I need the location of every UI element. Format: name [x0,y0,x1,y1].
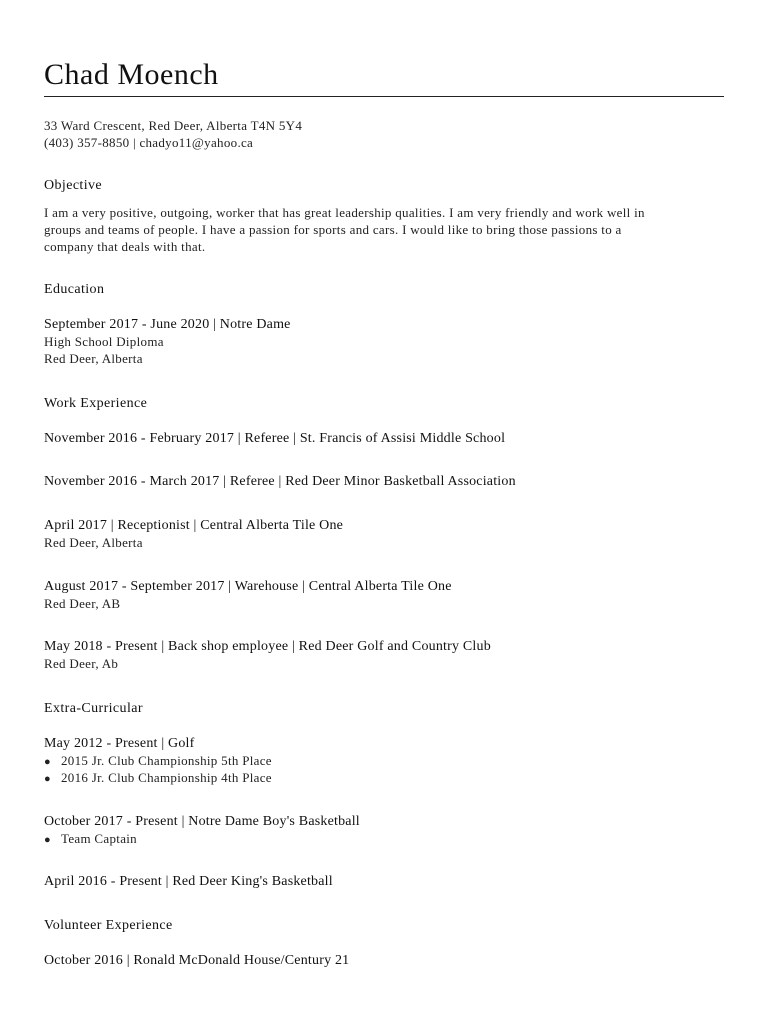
list-item [44,753,272,769]
bullet-icon: ● [44,834,51,846]
work-heading: Work Experience [44,396,148,411]
objective-heading: Objective [44,178,103,193]
objective-line: I am a very positive, outgoing, worker that has great leadership qualities. I am very friendly and work well in [44,205,645,220]
contact-phone-email: (403) 357-8850 | chadyo11@yahoo.ca [44,135,254,150]
education-heading: Education [44,282,105,297]
work-entry-location: Red Deer, Ab [44,656,119,671]
work-entry-title: May 2018 - Present | Back shop employee | Red Deer Golf and Country Club [44,639,491,654]
extracurricular-entry-title: May 2012 - Present | Golf [44,736,195,751]
list-item [44,770,272,786]
volunteer-entry-title: October 2016 | Ronald McDonald House/Century 21 [44,953,350,968]
extracurricular-entry-title: April 2016 - Present | Red Deer King's Basketball [44,874,333,889]
work-entry-title: August 2017 - September 2017 | Warehouse | Central Alberta Tile One [44,579,452,594]
work-entry-location: Red Deer, Alberta [44,535,143,550]
bullet-icon: ● [44,773,51,785]
volunteer-heading: Volunteer Experience [44,918,173,933]
work-entry-title: November 2016 - February 2017 | Referee | St. Francis of Assisi Middle School [44,431,506,446]
header-divider [44,96,724,97]
education-entry-title: September 2017 - June 2020 | Notre Dame [44,317,291,332]
bullet-icon: ● [44,756,51,768]
work-entry-title: November 2016 - March 2017 | Referee | Red Deer Minor Basketball Association [44,474,516,489]
list-item-text: 2015 Jr. Club Championship 5th Place [61,753,272,768]
list-item-text: 2016 Jr. Club Championship 4th Place [61,770,272,785]
list-item [44,831,137,847]
objective-line: groups and teams of people. I have a passion for sports and cars. I would like to bring those passions to a [44,222,622,237]
education-entry-detail: Red Deer, Alberta [44,351,143,366]
candidate-name: Chad Moench [44,58,219,91]
objective-line: company that deals with that. [44,239,206,254]
work-entry-title: April 2017 | Receptionist | Central Alberta Tile One [44,518,344,533]
contact-address: 33 Ward Crescent, Red Deer, Alberta T4N 5Y4 [44,118,303,133]
list-item-text: Team Captain [61,831,137,846]
education-entry-detail: High School Diploma [44,334,164,349]
extracurricular-heading: Extra-Curricular [44,701,143,716]
extracurricular-entry-title: October 2017 - Present | Notre Dame Boy's Basketball [44,814,360,829]
work-entry-location: Red Deer, AB [44,596,121,611]
